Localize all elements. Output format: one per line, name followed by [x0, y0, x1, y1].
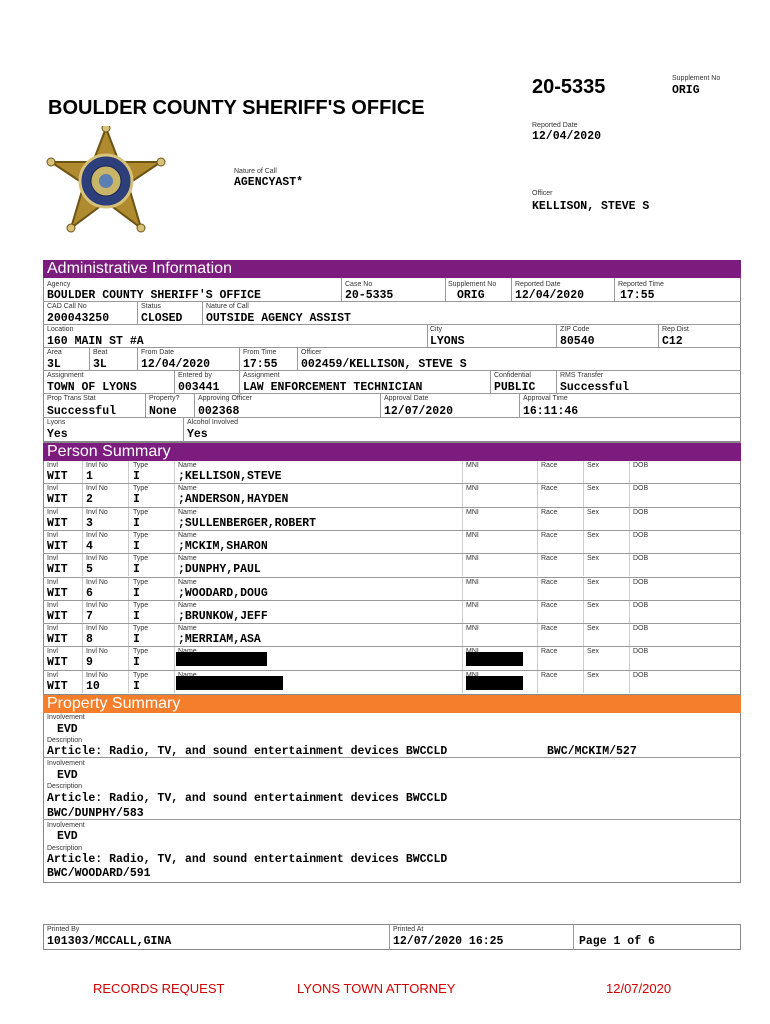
involvement-label: Involvement: [47, 714, 85, 721]
office-title: BOULDER COUNTY SHERIFF'S OFFICE: [48, 97, 425, 119]
rep-dist-label: Rep Dist: [662, 326, 689, 333]
person-invl-no: 8: [86, 633, 93, 647]
description-value: Article: Radio, TV, and sound entertainment devices BWCCLD: [47, 853, 448, 866]
person-invl-label: Invl: [47, 625, 58, 633]
person-invl: WIT: [47, 609, 68, 623]
person-name: ;ANDERSON,HAYDEN: [178, 493, 289, 507]
lyons-value: Yes: [47, 428, 68, 441]
person-invl-no-label: Invl No: [86, 555, 108, 563]
person-invl-no: 9: [86, 656, 93, 670]
footer-date: 12/07/2020: [606, 981, 672, 996]
zip-label: ZIP Code: [560, 326, 590, 333]
city-value: LYONS: [430, 335, 465, 348]
person-type: I: [133, 563, 140, 577]
status-value: CLOSED: [141, 312, 183, 325]
case-no-value: 20-5335: [345, 289, 394, 302]
confidential-value: PUBLIC: [494, 381, 536, 394]
location-value: 160 MAIN ST #A: [47, 335, 144, 348]
person-invl-no: 10: [86, 679, 100, 693]
person-invl-label: Invl: [47, 508, 58, 516]
involvement-label: Involvement: [47, 822, 85, 829]
redaction-block: [176, 676, 283, 690]
person-invl-no-label: Invl No: [86, 462, 108, 469]
person-type-label: Type: [133, 531, 149, 539]
person-name-label: Name: [178, 531, 197, 539]
person-invl-label: Invl: [47, 555, 58, 563]
person-name-label: Name: [178, 625, 197, 633]
person-race-label: Race: [541, 555, 558, 563]
person-race-label: Race: [541, 578, 558, 586]
agency-value: BOULDER COUNTY SHERIFF'S OFFICE: [47, 289, 261, 302]
person-sex-label: Sex: [587, 462, 600, 469]
person-invl-no-label: Invl No: [86, 625, 108, 633]
reported-date-label: Reported Date: [532, 122, 578, 129]
nature-of-call-label: Nature of Call: [234, 168, 277, 175]
printed-by-value: 101303/MCCALL,GINA: [47, 935, 172, 948]
person-race-label: Race: [541, 648, 558, 656]
approval-time-value: 16:11:46: [523, 405, 579, 418]
person-name-label: Name: [178, 555, 197, 563]
person-invl-no: 6: [86, 586, 93, 600]
rep-dist-value: C12: [662, 335, 683, 348]
person-invl: WIT: [47, 679, 68, 693]
person-invl-no: 2: [86, 493, 93, 507]
description-tag: BWC/MCKIM/527: [547, 745, 637, 758]
nature-label-2: Nature of Call: [206, 303, 249, 310]
person-sex-label: Sex: [587, 671, 600, 679]
entered-by-label: Entered by: [178, 372, 212, 379]
person-name: ;WOODARD,DOUG: [178, 586, 268, 600]
person-dob-label: DOB: [633, 671, 649, 679]
officer-label: Officer: [532, 190, 553, 197]
person-type-label: Type: [133, 485, 149, 493]
person-type: I: [133, 609, 140, 623]
person-invl: WIT: [47, 539, 68, 553]
officer-value: KELLISON, STEVE S: [532, 200, 650, 213]
person-dob-label: DOB: [633, 531, 649, 539]
person-race-label: Race: [541, 601, 558, 609]
admin-officer-value: 002459/KELLISON, STEVE S: [301, 358, 467, 371]
person-name: ;MERRIAM,ASA: [178, 633, 261, 647]
page-indicator: Page 1 of 6: [579, 935, 655, 948]
person-type-label: Type: [133, 578, 149, 586]
person-dob-label: DOB: [633, 578, 649, 586]
printed-by-label: Printed By: [47, 926, 80, 933]
city-label: City: [430, 326, 443, 333]
person-race-label: Race: [541, 671, 558, 679]
person-type: I: [133, 679, 140, 693]
person-sex-label: Sex: [587, 485, 600, 493]
assignment2-label: Assignment: [243, 372, 280, 379]
reported-date-value-2: 12/04/2020: [515, 289, 585, 302]
person-header: Person Summary: [43, 443, 741, 461]
approving-officer-label: Approving Officer: [198, 395, 252, 402]
footer-lyons-town-attorney: LYONS TOWN ATTORNEY: [297, 981, 456, 996]
person-invl-label: Invl: [47, 531, 58, 539]
person-dob-label: DOB: [633, 625, 649, 633]
person-sex-label: Sex: [587, 531, 600, 539]
admin-header: Administrative Information: [43, 260, 741, 278]
supplement-no-label: Supplement No: [448, 281, 497, 288]
person-sex-label: Sex: [587, 625, 600, 633]
person-invl-no-label: Invl No: [86, 578, 108, 586]
redaction-block: [176, 652, 267, 666]
person-mni-label: MNI: [466, 625, 479, 633]
description-label: Description: [47, 845, 83, 852]
person-dob-label: DOB: [633, 462, 649, 469]
prop-trans-label: Prop Trans Stat: [47, 395, 96, 402]
person-section: [43, 442, 741, 695]
person-invl-no-label: Invl No: [86, 508, 108, 516]
person-invl: WIT: [47, 633, 68, 647]
person-invl-no: 4: [86, 539, 93, 553]
rms-transfer-label: RMS Transfer: [560, 372, 604, 379]
status-label: Status: [141, 303, 161, 310]
person-dob-label: DOB: [633, 508, 649, 516]
person-mni-label: MNI: [466, 531, 479, 539]
printed-at-label: Printed At: [393, 926, 424, 933]
assignment-label: Assignment: [47, 372, 84, 379]
involvement-value: EVD: [57, 769, 78, 782]
person-invl: WIT: [47, 563, 68, 577]
approval-date-value: 12/07/2020: [384, 405, 454, 418]
alcohol-label: Alcohol Involved: [187, 419, 238, 426]
person-invl: WIT: [47, 516, 68, 530]
reported-date-label-2: Reported Date: [515, 281, 561, 288]
person-invl-no-label: Invl No: [86, 601, 108, 609]
person-mni-label: MNI: [466, 485, 479, 493]
person-name-label: Name: [178, 508, 197, 516]
person-type-label: Type: [133, 625, 149, 633]
person-name: ;BRUNKOW,JEFF: [178, 609, 268, 623]
beat-label: Beat: [93, 349, 108, 356]
area-label: Area: [47, 349, 62, 356]
person-invl-no-label: Invl No: [86, 648, 108, 656]
person-sex-label: Sex: [587, 648, 600, 656]
rms-transfer-value: Successful: [560, 381, 630, 394]
person-dob-label: DOB: [633, 601, 649, 609]
case-number: 20-5335: [532, 76, 606, 98]
nature-of-call-value: AGENCYAST*: [234, 176, 304, 189]
supplement-no-value: ORIG: [457, 289, 485, 302]
person-invl-label: Invl: [47, 648, 58, 656]
description-tag: BWC/WOODARD/591: [47, 867, 151, 880]
person-invl-no-label: Invl No: [86, 671, 108, 679]
person-race-label: Race: [541, 531, 558, 539]
person-name-label: Name: [178, 578, 197, 586]
person-type: I: [133, 493, 140, 507]
description-label: Description: [47, 737, 83, 744]
description-tag: BWC/DUNPHY/583: [47, 807, 144, 820]
person-name-label: Name: [178, 462, 197, 469]
property-value: None: [149, 405, 177, 418]
agency-label: Agency: [47, 281, 71, 288]
approving-officer-value: 002368: [198, 405, 240, 418]
person-type: I: [133, 586, 140, 600]
property-header: Property Summary: [43, 695, 741, 713]
person-invl-no: 1: [86, 470, 93, 483]
person-race-label: Race: [541, 625, 558, 633]
person-name-label: Name: [178, 485, 197, 493]
assignment2-value: LAW ENFORCEMENT TECHNICIAN: [243, 381, 423, 394]
person-mni-label: MNI: [466, 508, 479, 516]
reported-date-value: 12/04/2020: [532, 130, 602, 143]
admin-officer-label: Officer: [301, 349, 322, 356]
person-sex-label: Sex: [587, 555, 600, 563]
prop-trans-value: Successful: [47, 405, 117, 418]
person-type: I: [133, 633, 140, 647]
supplement-value: ORIG: [672, 84, 700, 97]
entered-by-value: 003441: [178, 381, 220, 394]
reported-time-label: Reported Time: [618, 281, 664, 288]
person-type: I: [133, 539, 140, 553]
alcohol-value: Yes: [187, 428, 208, 441]
person-type-label: Type: [133, 671, 149, 679]
involvement-label: Involvement: [47, 760, 85, 767]
redaction-block: [466, 676, 523, 690]
person-invl: WIT: [47, 586, 68, 600]
printed-at-value: 12/07/2020 16:25: [393, 935, 504, 948]
person-invl-label: Invl: [47, 485, 58, 493]
person-type-label: Type: [133, 508, 149, 516]
person-invl-no-label: Invl No: [86, 531, 108, 539]
person-mni-label: MNI: [466, 555, 479, 563]
person-invl-label: Invl: [47, 671, 58, 679]
person-type-label: Type: [133, 555, 149, 563]
person-sex-label: Sex: [587, 578, 600, 586]
person-type: I: [133, 470, 140, 483]
person-invl-label: Invl: [47, 578, 58, 586]
person-invl: WIT: [47, 656, 68, 670]
person-type-label: Type: [133, 601, 149, 609]
person-mni-label: MNI: [466, 462, 479, 469]
cad-label: CAD Call No: [47, 303, 87, 310]
person-race-label: Race: [541, 508, 558, 516]
person-type-label: Type: [133, 462, 149, 469]
case-no-label: Case No: [345, 281, 373, 288]
from-date-label: From Date: [141, 349, 175, 356]
confidential-label: Confidential: [494, 372, 531, 379]
person-race-label: Race: [541, 485, 558, 493]
person-dob-label: DOB: [633, 648, 649, 656]
person-type: I: [133, 656, 140, 670]
from-time-label: From Time: [243, 349, 277, 356]
person-dob-label: DOB: [633, 555, 649, 563]
person-invl-label: Invl: [47, 601, 58, 609]
from-time-value: 17:55: [243, 358, 278, 371]
person-name: ;SULLENBERGER,ROBERT: [178, 516, 317, 530]
person-name: ;MCKIM,SHARON: [178, 539, 268, 553]
person-dob-label: DOB: [633, 485, 649, 493]
sheriff-star-icon: [45, 126, 167, 236]
person-name: ;KELLISON,STEVE: [178, 470, 282, 483]
area-value: 3L: [47, 358, 61, 371]
person-invl: WIT: [47, 493, 68, 507]
property-label: Property?: [149, 395, 180, 402]
person-invl: WIT: [47, 470, 68, 483]
description-value: Article: Radio, TV, and sound entertainment devices BWCCLD: [47, 745, 448, 758]
description-label: Description: [47, 783, 83, 790]
person-race-label: Race: [541, 462, 558, 469]
person-mni-label: MNI: [466, 578, 479, 586]
person-invl-no-label: Invl No: [86, 485, 108, 493]
from-date-value: 12/04/2020: [141, 358, 211, 371]
person-type-label: Type: [133, 648, 149, 656]
supplement-label: Supplement No: [672, 75, 721, 82]
lyons-label: Lyons: [47, 419, 66, 426]
person-invl-no: 5: [86, 563, 93, 577]
involvement-value: EVD: [57, 723, 78, 736]
footer-records-request: RECORDS REQUEST: [93, 981, 225, 996]
redaction-block: [466, 652, 523, 666]
reported-time-value: 17:55: [620, 289, 655, 302]
location-label: Location: [47, 326, 74, 333]
beat-value: 3L: [93, 358, 107, 371]
person-sex-label: Sex: [587, 508, 600, 516]
involvement-value: EVD: [57, 830, 78, 843]
approval-time-label: Approval Time: [523, 395, 568, 402]
person-invl-label: Invl: [47, 462, 58, 469]
person-invl-no: 3: [86, 516, 93, 530]
person-sex-label: Sex: [587, 601, 600, 609]
person-mni-label: MNI: [466, 601, 479, 609]
approval-date-label: Approval Date: [384, 395, 429, 402]
person-type: I: [133, 516, 140, 530]
description-value: Article: Radio, TV, and sound entertainment devices BWCCLD: [47, 792, 448, 805]
nature-value-2: OUTSIDE AGENCY ASSIST: [206, 312, 351, 325]
cad-value: 200043250: [47, 312, 110, 325]
person-invl-no: 7: [86, 609, 93, 623]
person-name-label: Name: [178, 601, 197, 609]
person-name: ;DUNPHY,PAUL: [178, 563, 261, 577]
assignment-value: TOWN OF LYONS: [47, 381, 137, 394]
zip-value: 80540: [560, 335, 595, 348]
